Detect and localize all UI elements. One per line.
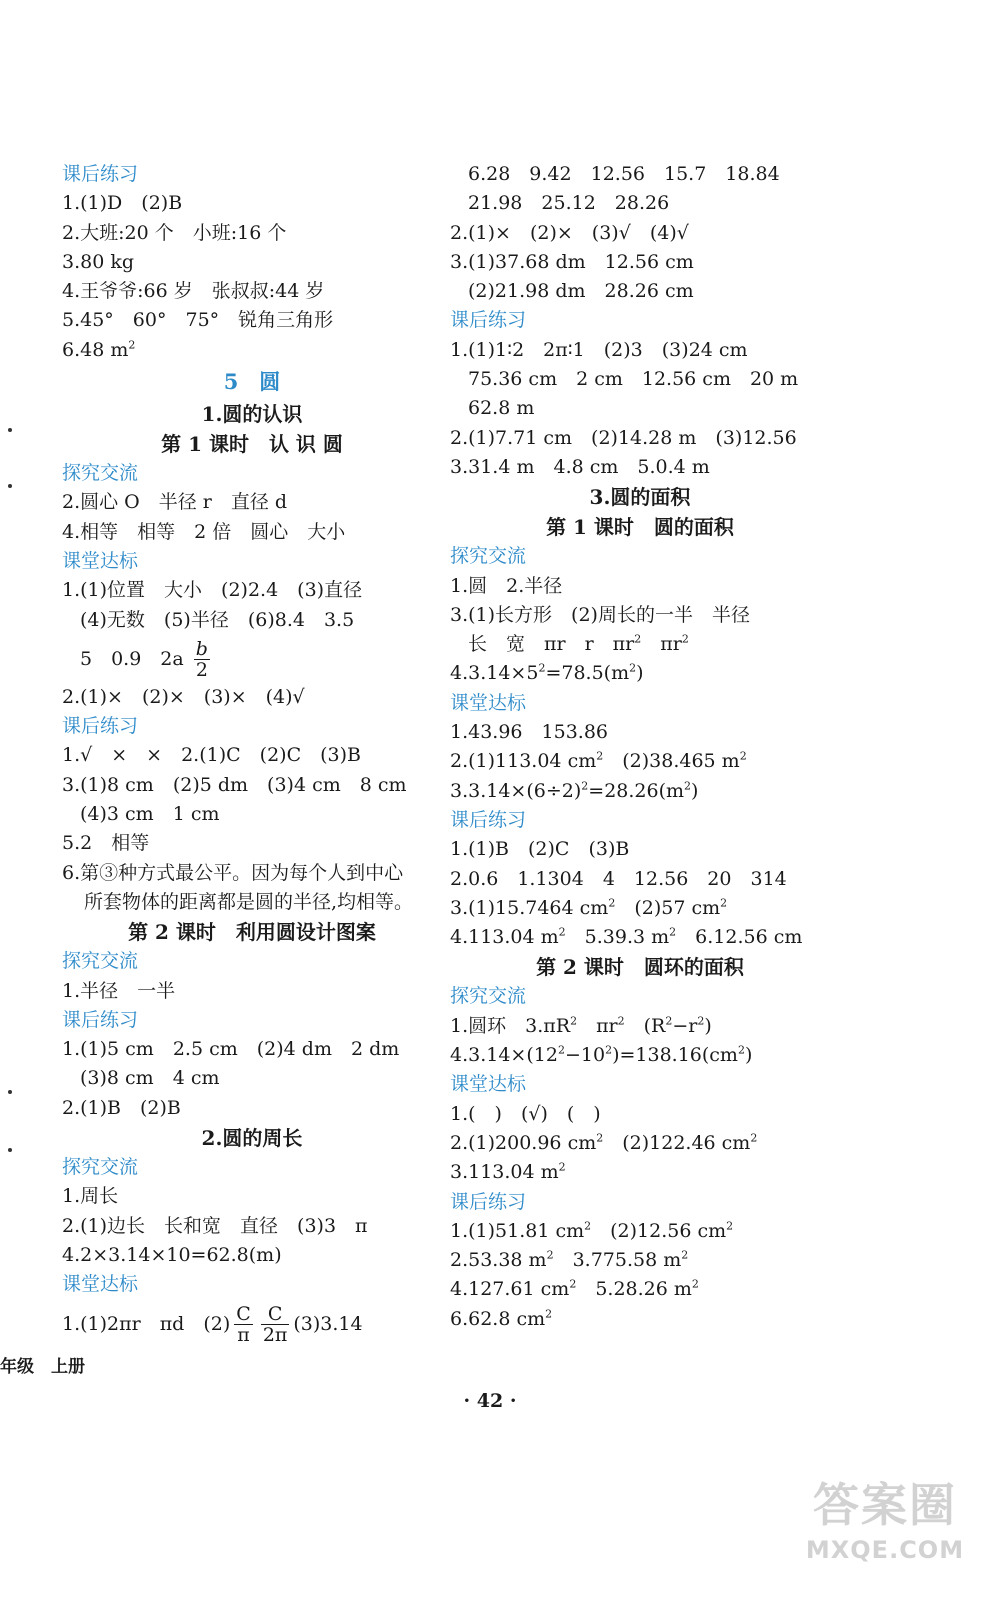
section-heading: 探究交流 — [450, 545, 527, 568]
answer-line: 1.√ × × 2.(1)C (2)C (3)B — [62, 744, 361, 767]
answer-line: 4.113.04 $m^2$ 5.39.3 $m^2$ 6.12.56 cm — [450, 925, 803, 949]
answer-line: 6.48 $m^2$ — [62, 338, 136, 361]
answer-line: $3.3.14\times(6\div 2)^2=28.26(m^2)$ — [450, 779, 699, 802]
section-heading: 探究交流 — [62, 1156, 139, 1179]
part-title: 2.圆的周长 — [201, 1126, 303, 1151]
answer-line: 3.113.04 $m^2$ — [450, 1160, 566, 1184]
section-heading: 课堂达标 — [62, 549, 139, 572]
section-heading: 课后练习 — [450, 808, 527, 831]
margin-dot — [8, 1090, 12, 1094]
section-heading: 课后练习 — [450, 309, 527, 332]
part-title: 3.圆的面积 — [589, 485, 691, 510]
answer-line: 3.(1)37.68 dm 12.56 cm — [450, 250, 694, 273]
answer-line: 62.8 m — [468, 397, 535, 420]
answer-line: 1.(1)1∶2 2π∶1 (2)3 (3)24 cm — [450, 338, 748, 361]
answer-line: 1.周长 — [62, 1185, 119, 1208]
section-heading: 探究交流 — [62, 462, 139, 485]
part-title: 1.圆的认识 — [201, 402, 303, 427]
answer-line: 3.(1)长方形 (2)周长的一半 半径 — [450, 603, 750, 626]
unit-title: 5 圆 — [223, 369, 281, 395]
answer-line: 2.(1)7.71 cm (2)14.28 m (3)12.56 — [450, 426, 797, 449]
answer-line: (4)无数 (5)半径 (6)8.4 3.5 — [80, 608, 355, 631]
answer-line: $4.3.14\times(12^2-10^2)=138.16(cm^2)$ — [450, 1043, 753, 1067]
watermark-url: MXQE.COM — [805, 1536, 965, 1564]
answer-line: 2.0.6 1.1304 4 12.56 20 314 — [450, 867, 787, 890]
answer-line: 2.(1)200.96 $cm^2$ (2)122.46 $cm^2$ — [450, 1131, 758, 1154]
answer-line: 2.(1)边长 长和宽 直径 (3)3 π — [62, 1214, 368, 1237]
answer-line: 2.(1)113.04 $cm^2$ (2)38.465 $m^2$ — [450, 750, 747, 773]
answer-line: 21.98 25.12 28.26 — [468, 192, 670, 215]
answer-line: 6.62.8 $cm^2$ — [450, 1307, 553, 1330]
answer-line: 1.(1)D (2)B — [62, 192, 183, 215]
watermark-text: 答案圈 — [813, 1478, 957, 1532]
answer-line: 4.127.61 $cm^2$ 5.28.26 $m^2$ — [450, 1278, 699, 1301]
section-heading: 课堂达标 — [450, 1073, 527, 1096]
answer-line: 1.(1)51.81 $cm^2$ (2)12.56 $cm^2$ — [450, 1219, 734, 1242]
section-heading: 课后练习 — [62, 1008, 139, 1031]
answer-line: 5.45° 60° 75° 锐角三角形 — [62, 309, 334, 332]
section-heading: 课堂达标 — [62, 1273, 139, 1296]
answer-line: 2.圆心 O 半径 r 直径 d — [62, 491, 288, 514]
answer-line: 2.(1)× (2)× (3)× (4)√ — [62, 685, 305, 708]
answer-line: (2)21.98 dm 28.26 cm — [468, 280, 694, 303]
answer-line: 3.(1)15.7464 $cm^2$ (2)57 $cm^2$ — [450, 896, 728, 919]
answer-line: 3.31.4 m 4.8 cm 5.0.4 m — [450, 455, 710, 478]
section-heading: 课后练习 — [450, 1190, 527, 1213]
section-heading: 课后练习 — [62, 163, 139, 185]
answer-line: 6.28 9.42 12.56 15.7 18.84 — [468, 163, 780, 185]
lesson-title: 第 2 课时 利用圆设计图案 — [128, 920, 376, 945]
answer-line: 5.2 相等 — [62, 832, 150, 855]
watermark-logo — [800, 1475, 970, 1585]
answer-line: (4)3 cm 1 cm — [80, 803, 220, 826]
answer-line: 75.36 cm 2 cm 12.56 cm 20 m — [468, 368, 799, 391]
page-number: · 42 · — [463, 1390, 517, 1412]
answer-line: 1.( ) (√) ( ) — [450, 1102, 601, 1125]
answer-line: 2.53.38 $m^2$ 3.775.58 $m^2$ — [450, 1248, 689, 1272]
answer-line: 长 宽 πr r $\pi r^2$ $\pi r^2$ — [468, 632, 689, 656]
section-heading: 探究交流 — [450, 985, 527, 1008]
answer-line: 2.(1)B (2)B — [62, 1096, 181, 1119]
margin-dot — [8, 1148, 12, 1152]
answer-line: 1.圆环 $3.\pi R^2$ $\pi r^2$ $(R^2-r^2)$ — [450, 1014, 712, 1037]
answer-line: 所套物体的距离都是圆的半径,均相等。 — [84, 890, 414, 913]
answer-line: 1.半径 一半 — [62, 979, 176, 1002]
left-column — [62, 160, 442, 1348]
lesson-title: 第 1 课时 圆的面积 — [546, 515, 734, 540]
lesson-title: 第 2 课时 圆环的面积 — [536, 955, 744, 980]
answer-line: 1.(1)B (2)C (3)B — [450, 838, 630, 861]
margin-dot — [8, 484, 12, 488]
answer-line: 4.2×3.14×10=62.8(m) — [62, 1243, 282, 1266]
answer-line: 1.(1)5 cm 2.5 cm (2)4 dm 2 dm — [62, 1038, 400, 1061]
fraction: $\frac{b}{2}$ — [195, 638, 208, 682]
answer-line: (3)8 cm 4 cm — [80, 1067, 220, 1090]
answer-line-fraction: 5 0.9 2a $\frac{b}{2}$ — [80, 638, 208, 682]
answer-line: 3.(1)8 cm (2)5 dm (3)4 cm 8 cm — [62, 773, 407, 796]
lesson-title: 第 1 课时 认 识 圆 — [161, 432, 343, 457]
answer-line: 3.80 kg — [62, 250, 135, 273]
section-heading: 探究交流 — [62, 950, 139, 973]
answer-line: 2.(1)× (2)× (3)√ (4)√ — [450, 221, 689, 244]
fraction: $\frac{C}{2\pi}$ — [262, 1303, 288, 1346]
answer-line: 1.圆 2.半径 — [450, 574, 563, 597]
fraction: $\frac{C}{\pi}$ — [236, 1303, 251, 1346]
right-column — [450, 160, 830, 1334]
answer-line-fraction: 1.(1)2πr πd (2) $\frac{C}{\pi}$ $\frac{C}{2\pi}$ (3)3.14 — [62, 1303, 363, 1346]
margin-dot — [8, 428, 12, 432]
footer-grade-label: 年级 上册 — [0, 1357, 85, 1377]
answer-line: 6.第③种方式最公平。因为每个人到中心 — [62, 861, 404, 884]
answer-line: 1.(1)位置 大小 (2)2.4 (3)直径 — [62, 579, 363, 602]
answer-line: 4.王爷爷:66 岁 张叔叔:44 岁 — [62, 280, 325, 303]
section-heading: 课堂达标 — [450, 691, 527, 714]
answer-line: $4.3.14\times 5^2=78.5(m^2)$ — [450, 662, 644, 685]
answer-line: 1.43.96 153.86 — [450, 721, 609, 744]
answer-line: 4.相等 相等 2 倍 圆心 大小 — [62, 520, 346, 543]
answer-line: 2.大班:20 个 小班:16 个 — [62, 221, 287, 244]
section-heading: 课后练习 — [62, 715, 139, 738]
